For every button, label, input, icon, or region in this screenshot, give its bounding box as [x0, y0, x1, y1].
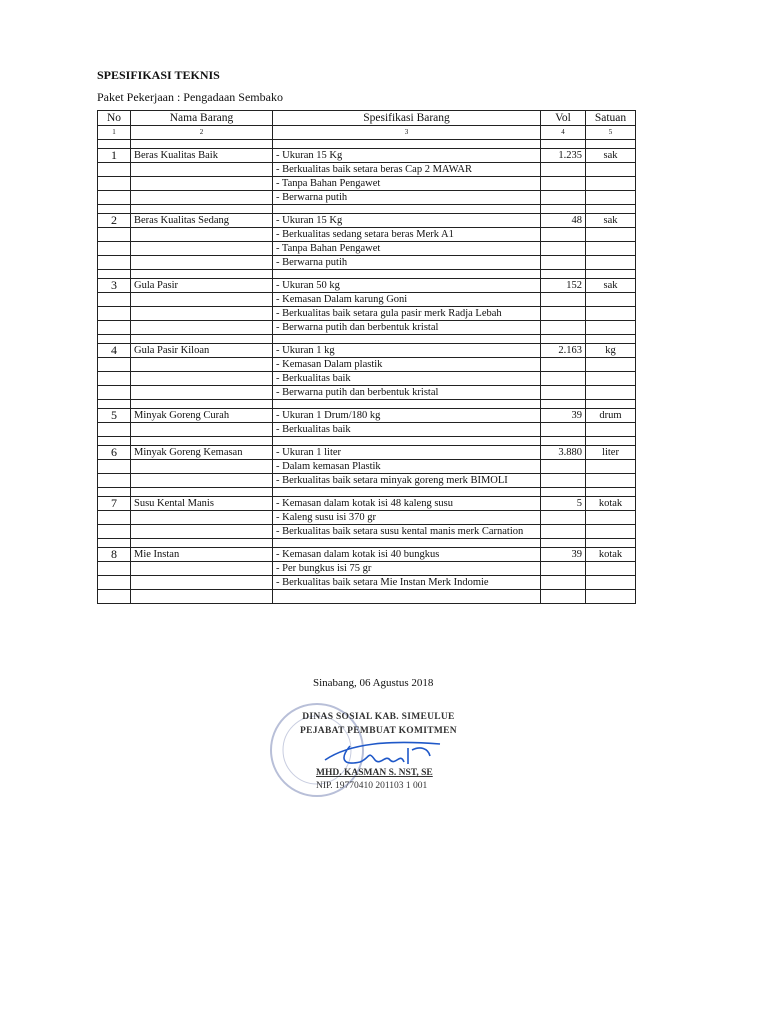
item-vol: [541, 386, 586, 400]
item-unit: [586, 321, 636, 335]
item-vol: [541, 321, 586, 335]
table-row: [98, 344, 636, 358]
item-name: [131, 460, 273, 474]
table-row: [98, 474, 636, 488]
item-name: [131, 293, 273, 307]
spacer-row: [98, 437, 636, 446]
signature-org: [300, 710, 457, 738]
item-vol: [541, 163, 586, 177]
item-unit: [586, 460, 636, 474]
item-name: [131, 562, 273, 576]
empty-cell: [541, 539, 586, 548]
item-unit: [586, 256, 636, 270]
table-row: [98, 279, 636, 293]
item-spec: - Kemasan Dalam plastik: [273, 358, 541, 372]
header-no: No: [98, 111, 131, 126]
table-row: [98, 446, 636, 460]
empty-cell: [541, 590, 586, 604]
item-no: [98, 474, 131, 488]
item-no: [98, 511, 131, 525]
item-name: [131, 177, 273, 191]
item-vol: 48: [541, 214, 586, 228]
item-unit: [586, 163, 636, 177]
empty-cell: [131, 335, 273, 344]
table-row: [98, 576, 636, 590]
item-vol: [541, 562, 586, 576]
item-name: Susu Kental Manis: [131, 497, 273, 511]
spacer-row: [98, 270, 636, 279]
item-unit: [586, 386, 636, 400]
item-vol: [541, 423, 586, 437]
empty-cell: [541, 488, 586, 497]
item-no: [98, 307, 131, 321]
item-vol: 152: [541, 279, 586, 293]
empty-cell: [273, 488, 541, 497]
item-no: [98, 293, 131, 307]
item-name: Mie Instan: [131, 548, 273, 562]
item-spec: - Ukuran 1 liter: [273, 446, 541, 460]
item-name: [131, 474, 273, 488]
item-name: [131, 386, 273, 400]
spacer-row: [98, 205, 636, 214]
item-spec: - Ukuran 15 Kg: [273, 214, 541, 228]
item-unit: kotak: [586, 497, 636, 511]
item-unit: sak: [586, 214, 636, 228]
item-unit: [586, 511, 636, 525]
item-no: 1: [98, 149, 131, 163]
item-name: [131, 242, 273, 256]
table-row: [98, 191, 636, 205]
item-no: 5: [98, 409, 131, 423]
empty-cell: [541, 437, 586, 446]
colnum: 1: [98, 126, 131, 140]
item-name: [131, 163, 273, 177]
table-row: [98, 562, 636, 576]
item-no: [98, 242, 131, 256]
item-no: [98, 576, 131, 590]
item-unit: [586, 525, 636, 539]
table-row: [98, 409, 636, 423]
item-spec: - Berkualitas baik: [273, 423, 541, 437]
item-spec: - Berwarna putih: [273, 191, 541, 205]
item-no: [98, 358, 131, 372]
item-no: [98, 228, 131, 242]
item-name: [131, 321, 273, 335]
item-no: [98, 372, 131, 386]
empty-cell: [131, 590, 273, 604]
item-name: [131, 191, 273, 205]
document-title: SPESIFIKASI TEKNIS: [97, 68, 220, 82]
item-name: [131, 256, 273, 270]
table-row: [98, 149, 636, 163]
empty-cell: [131, 488, 273, 497]
item-spec: - Per bungkus isi 75 gr: [273, 562, 541, 576]
item-spec: - Kaleng susu isi 370 gr: [273, 511, 541, 525]
item-unit: [586, 242, 636, 256]
table-row: [98, 358, 636, 372]
empty-cell: [586, 140, 636, 149]
empty-cell: [541, 335, 586, 344]
item-spec: - Dalam kemasan Plastik: [273, 460, 541, 474]
item-unit: [586, 372, 636, 386]
table-row: [98, 163, 636, 177]
item-spec: - Kemasan dalam kotak isi 48 kaleng susu: [273, 497, 541, 511]
item-spec: - Berwarna putih: [273, 256, 541, 270]
item-no: 4: [98, 344, 131, 358]
item-name: Minyak Goreng Kemasan: [131, 446, 273, 460]
empty-cell: [586, 437, 636, 446]
colnum: 5: [586, 126, 636, 140]
table-row: [98, 214, 636, 228]
item-spec: - Berkualitas baik setara susu kental manis merk Carnation: [273, 525, 541, 539]
table-row: [98, 242, 636, 256]
item-unit: [586, 562, 636, 576]
item-spec: - Berwarna putih dan berbentuk kristal: [273, 321, 541, 335]
item-name: [131, 372, 273, 386]
empty-cell: [586, 335, 636, 344]
item-vol: [541, 372, 586, 386]
empty-cell: [131, 539, 273, 548]
item-unit: liter: [586, 446, 636, 460]
item-vol: [541, 525, 586, 539]
item-no: 6: [98, 446, 131, 460]
table-row: [98, 293, 636, 307]
item-no: [98, 321, 131, 335]
item-spec: - Berkualitas baik setara beras Cap 2 MAWAR: [273, 163, 541, 177]
item-unit: [586, 177, 636, 191]
item-vol: [541, 358, 586, 372]
item-vol: 2.163: [541, 344, 586, 358]
item-vol: [541, 307, 586, 321]
empty-cell: [586, 400, 636, 409]
item-spec: - Tanpa Bahan Pengawet: [273, 177, 541, 191]
item-unit: [586, 293, 636, 307]
item-spec: - Ukuran 15 Kg: [273, 149, 541, 163]
item-name: [131, 307, 273, 321]
item-name: [131, 423, 273, 437]
empty-cell: [98, 590, 131, 604]
item-no: [98, 562, 131, 576]
item-vol: [541, 256, 586, 270]
item-unit: [586, 228, 636, 242]
item-unit: sak: [586, 149, 636, 163]
item-vol: 3.880: [541, 446, 586, 460]
place-date: Sinabang, 06 Agustus 2018: [313, 677, 434, 689]
table-row: [98, 423, 636, 437]
handwritten-signature: [320, 738, 450, 770]
item-name: Beras Kualitas Sedang: [131, 214, 273, 228]
empty-cell: [131, 140, 273, 149]
item-name: [131, 358, 273, 372]
item-no: [98, 191, 131, 205]
item-vol: [541, 191, 586, 205]
item-spec: - Ukuran 1 Drum/180 kg: [273, 409, 541, 423]
table-row: [98, 307, 636, 321]
table-row: [98, 548, 636, 562]
item-name: Minyak Goreng Curah: [131, 409, 273, 423]
colnum: 3: [273, 126, 541, 140]
item-vol: 5: [541, 497, 586, 511]
item-no: [98, 460, 131, 474]
item-unit: kg: [586, 344, 636, 358]
item-spec: - Ukuran 50 kg: [273, 279, 541, 293]
spacer-row: [98, 539, 636, 548]
empty-cell: [541, 205, 586, 214]
empty-cell: [273, 437, 541, 446]
item-vol: [541, 511, 586, 525]
empty-cell: [273, 590, 541, 604]
item-spec: - Tanpa Bahan Pengawet: [273, 242, 541, 256]
table-row: [98, 497, 636, 511]
item-vol: 39: [541, 548, 586, 562]
table-header-row: [98, 111, 636, 126]
item-no: [98, 256, 131, 270]
colnum: 2: [131, 126, 273, 140]
table-row: [98, 256, 636, 270]
signatory-nip: NIP. 19770410 201103 1 001: [316, 781, 428, 791]
item-vol: [541, 177, 586, 191]
item-name: [131, 576, 273, 590]
empty-cell: [586, 590, 636, 604]
item-unit: drum: [586, 409, 636, 423]
empty-cell: [586, 539, 636, 548]
item-unit: kotak: [586, 548, 636, 562]
table-row: [98, 386, 636, 400]
empty-cell: [541, 270, 586, 279]
empty-cell: [131, 437, 273, 446]
table-row: [98, 460, 636, 474]
spacer-row: [98, 400, 636, 409]
item-spec: - Kemasan dalam kotak isi 40 bungkus: [273, 548, 541, 562]
spec-table: [97, 110, 636, 604]
org-line-1: DINAS SOSIAL KAB. SIMEULUE: [302, 712, 455, 722]
table-row: [98, 525, 636, 539]
item-spec: - Berkualitas baik setara minyak goreng merk BIMOLI: [273, 474, 541, 488]
empty-cell: [586, 205, 636, 214]
item-vol: [541, 460, 586, 474]
item-vol: [541, 474, 586, 488]
item-no: [98, 177, 131, 191]
empty-cell: [131, 270, 273, 279]
signatory-name: MHD. KASMAN S. NST, SE: [316, 768, 433, 778]
table-row: [98, 321, 636, 335]
work-package: Paket Pekerjaan : Pengadaan Sembako: [97, 90, 283, 104]
header-vol: Vol: [541, 111, 586, 126]
header-name: Nama Barang: [131, 111, 273, 126]
item-unit: [586, 307, 636, 321]
empty-cell: [586, 270, 636, 279]
spacer-row: [98, 140, 636, 149]
item-unit: [586, 358, 636, 372]
item-spec: - Ukuran 1 kg: [273, 344, 541, 358]
item-no: [98, 163, 131, 177]
spacer-row: [98, 488, 636, 497]
spacer-row: [98, 335, 636, 344]
item-vol: [541, 242, 586, 256]
item-vol: [541, 293, 586, 307]
item-spec: - Kemasan Dalam karung Goni: [273, 293, 541, 307]
table-row: [98, 372, 636, 386]
item-name: Gula Pasir Kiloan: [131, 344, 273, 358]
item-no: [98, 525, 131, 539]
item-no: [98, 386, 131, 400]
table-row: [98, 177, 636, 191]
empty-cell: [273, 335, 541, 344]
empty-cell: [541, 400, 586, 409]
item-no: 8: [98, 548, 131, 562]
item-no: 7: [98, 497, 131, 511]
table-row: [98, 511, 636, 525]
empty-cell: [273, 205, 541, 214]
item-vol: 1.235: [541, 149, 586, 163]
item-name: Gula Pasir: [131, 279, 273, 293]
empty-cell: [273, 539, 541, 548]
item-no: 2: [98, 214, 131, 228]
column-number-row: [98, 126, 636, 140]
colnum: 4: [541, 126, 586, 140]
item-spec: - Berkualitas baik setara gula pasir merk Radja Lebah: [273, 307, 541, 321]
item-vol: 39: [541, 409, 586, 423]
empty-cell: [273, 140, 541, 149]
item-no: 3: [98, 279, 131, 293]
item-unit: [586, 474, 636, 488]
item-unit: [586, 576, 636, 590]
item-name: [131, 511, 273, 525]
header-unit: Satuan: [586, 111, 636, 126]
empty-cell: [131, 205, 273, 214]
empty-cell: [273, 270, 541, 279]
item-name: [131, 525, 273, 539]
header-spec: Spesifikasi Barang: [273, 111, 541, 126]
empty-cell: [586, 488, 636, 497]
item-no: [98, 423, 131, 437]
item-vol: [541, 576, 586, 590]
item-name: [131, 228, 273, 242]
item-spec: - Berwarna putih dan berbentuk kristal: [273, 386, 541, 400]
item-unit: [586, 423, 636, 437]
table-row: [98, 228, 636, 242]
item-spec: - Berkualitas sedang setara beras Merk A1: [273, 228, 541, 242]
empty-cell: [273, 400, 541, 409]
item-unit: sak: [586, 279, 636, 293]
item-spec: - Berkualitas baik: [273, 372, 541, 386]
item-name: Beras Kualitas Baik: [131, 149, 273, 163]
item-unit: [586, 191, 636, 205]
empty-cell: [541, 140, 586, 149]
item-vol: [541, 228, 586, 242]
empty-row: [98, 590, 636, 604]
empty-cell: [131, 400, 273, 409]
org-line-2: PEJABAT PEMBUAT KOMITMEN: [300, 726, 457, 736]
item-spec: - Berkualitas baik setara Mie Instan Merk Indomie: [273, 576, 541, 590]
